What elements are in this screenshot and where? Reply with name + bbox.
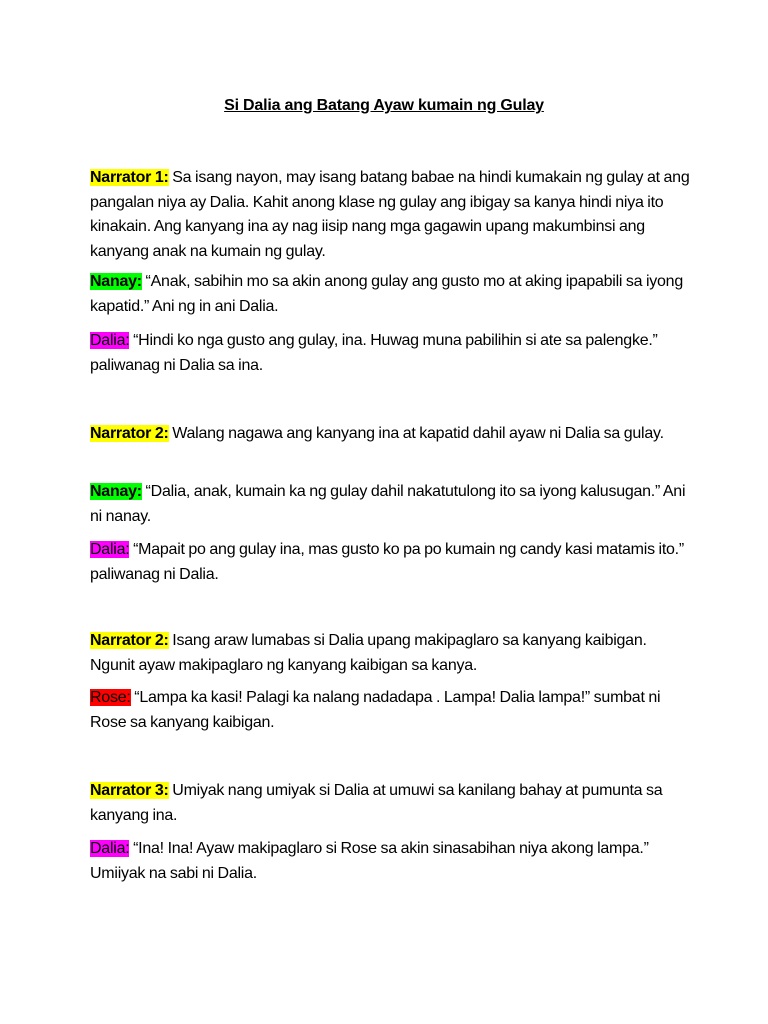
dialogue-text: Walang nagawa ang kanyang ina at kapatid dahil ayaw ni Dalia sa gulay. [168, 425, 664, 442]
speaker-label-narrator: Narrator 2: [90, 632, 169, 649]
dialogue-text: Umiyak nang umiyak si Dalia at umuwi sa kanilang bahay at pumunta sa kanyang ina. [90, 782, 663, 824]
speaker-label-narrator: Narrator 2: [90, 425, 169, 442]
speaker-label-narrator: Narrator 1: [90, 169, 169, 186]
script-line-dalia [90, 837, 690, 886]
speaker-label-dalia: Dalia: [90, 840, 130, 857]
speaker-label-rose: Rose: [90, 689, 131, 706]
speaker-label-narrator: Narrator 3: [90, 782, 169, 799]
script-line-narrator-1 [90, 166, 690, 264]
script-line-dalia [90, 538, 690, 587]
dialogue-text: Isang araw lumabas si Dalia upang makipaglaro sa kanyang kaibigan. Ngunit ayaw makipaglaro ng kanyang kaibigan sa kanya. [90, 632, 647, 674]
dialogue-text: Sa isang nayon, may isang batang babae na hindi kumakain ng gulay at ang pangalan niya ay Dalia. Kahit anong klase ng gulay ang ibigay sa kanya hindi niya ito kinakain. Ang kanyang ina ay nag iisip nang mga gagawin upang makumbinsi ang kanyang anak na kumain ng gulay. [90, 169, 690, 260]
speaker-label-dalia: Dalia: [90, 541, 130, 558]
dialogue-text: “Anak, sabihin mo sa akin anong gulay ang gusto mo at aking ipapabili sa iyong kapatid.” Ani ng in ani Dalia. [90, 273, 683, 315]
speaker-label-dalia: Dalia: [90, 332, 130, 349]
script-line-nanay [90, 480, 690, 529]
speaker-label-nanay: Nanay: [90, 483, 142, 500]
dialogue-text: “Ina! Ina! Ayaw makipaglaro si Rose sa akin sinasabihan niya akong lampa.” Umiiyak na sabi ni Dalia. [90, 840, 649, 882]
script-line-narrator-2 [90, 629, 690, 678]
dialogue-text: “Lampa ka kasi! Palagi ka nalang nadadapa . Lampa! Dalia lampa!” sumbat ni Rose sa kanyang kaibigan. [90, 689, 661, 731]
script-line-narrator-2 [90, 422, 690, 447]
script-line-nanay [90, 270, 690, 319]
script-line-dalia [90, 329, 690, 378]
dialogue-text: “Mapait po ang gulay ina, mas gusto ko pa po kumain ng candy kasi matamis ito.” paliwanag ni Dalia. [90, 541, 684, 583]
dialogue-text: “Dalia, anak, kumain ka ng gulay dahil nakatutulong ito sa iyong kalusugan.” Ani ni nanay. [90, 483, 686, 525]
script-line-rose [90, 686, 690, 735]
dialogue-text: “Hindi ko nga gusto ang gulay, ina. Huwag muna pabilihin si ate sa palengke.” paliwanag ni Dalia sa ina. [90, 332, 658, 374]
document-title: Si Dalia ang Batang Ayaw kumain ng Gulay [224, 97, 544, 114]
script-line-narrator-3 [90, 779, 690, 828]
speaker-label-nanay: Nanay: [90, 273, 142, 290]
